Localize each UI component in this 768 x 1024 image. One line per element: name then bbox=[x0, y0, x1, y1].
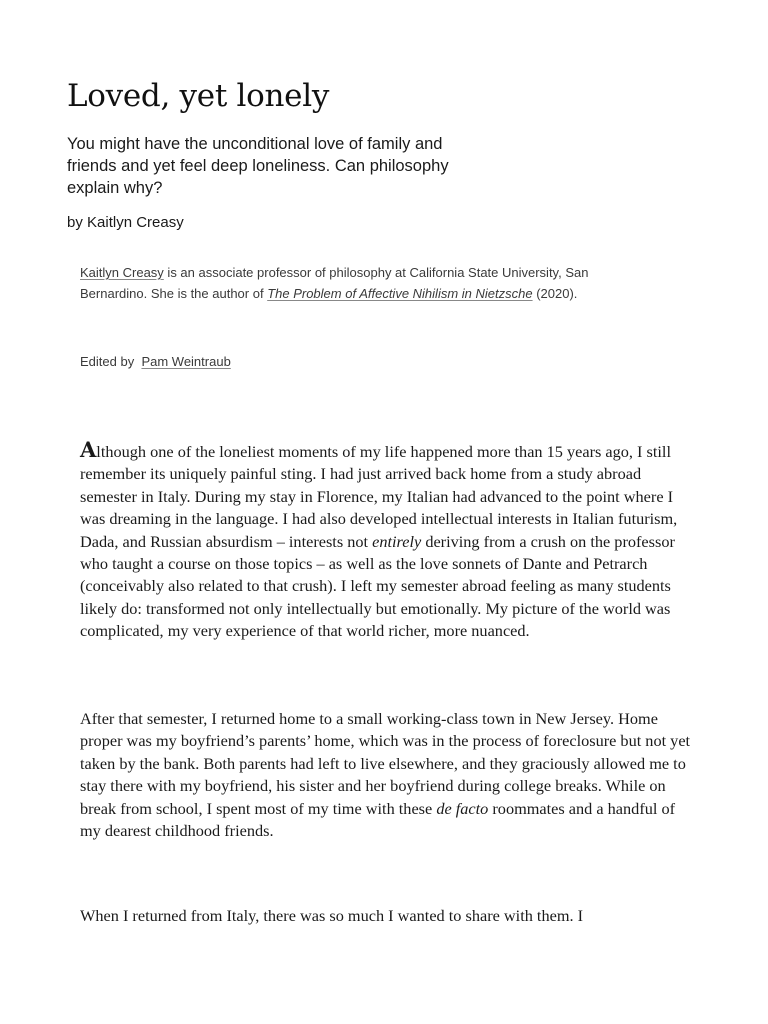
editor-label: Edited by bbox=[80, 354, 135, 369]
editor-link[interactable]: Pam Weintraub bbox=[141, 354, 231, 369]
author-bio-text: is an associate professor of philosophy at California State University, San Bernardino. She is the author of bbox=[80, 265, 589, 301]
author-link[interactable]: Kaitlyn Creasy bbox=[80, 265, 164, 280]
editor-credit bbox=[80, 352, 231, 372]
article-standfirst: You might have the unconditional love of family and friends and yet feel deep loneliness. Can philosophy explain why? bbox=[67, 135, 449, 197]
author-bio-year: (2020). bbox=[532, 285, 578, 301]
paragraph-1-emphasis: entirely bbox=[372, 531, 422, 551]
article-header bbox=[67, 76, 707, 233]
paragraph-2-text-a: After that semester, I returned home to a small working-class town in New Jersey. Home proper was my boyfriend’s parents’ home, which was in the process of foreclosure but not yet taken by the bank. Both parents had left to live elsewhere, and they graciously allowed me to stay there with my boyfriend, his sister and her boyfriend during college breaks. While on break from school, I spent most of my time with these bbox=[80, 709, 691, 818]
drop-cap: A bbox=[80, 437, 97, 462]
paragraph-2-emphasis: de facto bbox=[436, 798, 489, 818]
body-paragraph-2 bbox=[80, 708, 695, 842]
article-byline: by Kaitlyn Creasy bbox=[67, 214, 184, 231]
paragraph-1-text-a: lthough one of the loneliest moments of my life happened more than 15 years ago, I still remember its uniquely painful sting. I had just arrived back home from a study abroad semester in Italy. During my stay in Florence, my Italian had advanced to the point where I was dreaming in the language. I had also developed intellectual interests in Italian futurism, Dada, and Russian absurdism – interests not bbox=[80, 442, 678, 551]
body-paragraph-1 bbox=[80, 437, 695, 643]
body-paragraph-3: When I returned from Italy, there was so much I wanted to share with them. I bbox=[80, 906, 584, 925]
book-link[interactable]: The Problem of Affective Nihilism in Nietzsche bbox=[267, 285, 533, 301]
paragraph-2-text-b: roommates and a handful of my dearest childhood friends. bbox=[80, 798, 676, 841]
article-title: Loved, yet lonely bbox=[67, 78, 330, 114]
author-bio bbox=[80, 263, 640, 304]
paragraph-1-text-b: deriving from a crush on the professor who taught a course on those topics – as well as the love sonnets of Dante and Petrarch (conceivably also related to that crush). I left my semester abroad feeling as many students likely do: transformed not only intellectually but emotionally. My picture of the world was complicated, my very experience of that world richer, more nuanced. bbox=[80, 531, 675, 641]
